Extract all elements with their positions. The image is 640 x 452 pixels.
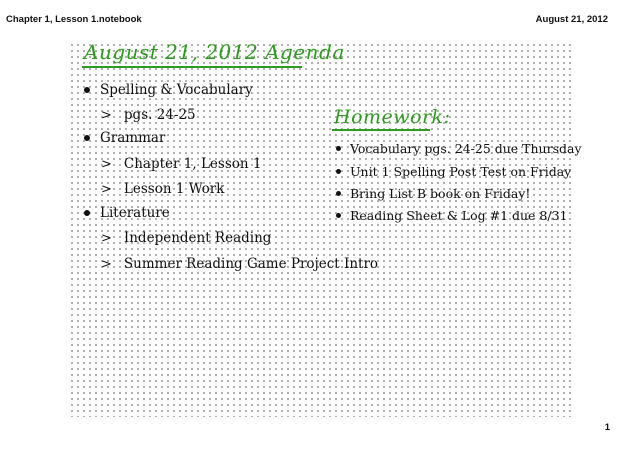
homework-item-label: Bring List B book on Friday! xyxy=(350,186,531,201)
homework-item xyxy=(336,186,530,201)
agenda-subitem-label: Independent Reading xyxy=(123,230,272,246)
bullet-icon xyxy=(336,169,341,174)
sub-arrow-icon: > xyxy=(101,157,112,172)
agenda-item-literature xyxy=(84,205,170,221)
agenda-title-underline xyxy=(82,66,302,68)
notebook-file-name: Chapter 1, Lesson 1.notebook xyxy=(6,14,142,25)
agenda-subitem-label: Lesson 1 Work xyxy=(123,181,225,197)
agenda-subitem-chapter xyxy=(101,156,261,172)
agenda-item-grammar xyxy=(84,130,165,146)
agenda-item-label: Literature xyxy=(100,205,170,221)
homework-item xyxy=(336,141,582,156)
agenda-item-label: Grammar xyxy=(100,130,166,146)
bullet-icon xyxy=(336,146,341,151)
agenda-title: August 21, 2012 Agenda xyxy=(84,40,345,64)
bullet-icon xyxy=(336,213,341,218)
bullet-icon xyxy=(84,87,90,93)
agenda-item-label: Spelling & Vocabulary xyxy=(100,82,253,98)
agenda-subitem-label: Summer Reading Game Project Intro xyxy=(123,256,379,272)
agenda-subitem-summer-reading xyxy=(101,256,378,272)
agenda-subitem-pages xyxy=(101,107,196,123)
sub-arrow-icon: > xyxy=(101,108,112,123)
header-date: August 21, 2012 xyxy=(535,14,608,25)
sub-arrow-icon: > xyxy=(101,231,112,246)
agenda-item-spelling xyxy=(84,82,253,98)
agenda-subitem-independent-reading xyxy=(101,230,271,246)
sub-arrow-icon: > xyxy=(101,182,112,197)
homework-item-label: Vocabulary pgs. 24-25 due Thursday xyxy=(350,141,582,156)
agenda-subitem-label: pgs. 24-25 xyxy=(123,107,196,123)
homework-item-label: Reading Sheet & Log #1 due 8/31 xyxy=(350,208,568,223)
sub-arrow-icon: > xyxy=(101,257,112,272)
page-number: 1 xyxy=(604,422,610,433)
homework-item xyxy=(336,164,571,179)
homework-title: Homework: xyxy=(334,106,451,128)
homework-item-label: Unit 1 Spelling Post Test on Friday xyxy=(350,164,572,179)
homework-title-underline xyxy=(332,129,430,131)
homework-item xyxy=(336,208,568,223)
agenda-subitem-label: Chapter 1, Lesson 1 xyxy=(123,156,262,172)
agenda-subitem-lesson-work xyxy=(101,181,224,197)
bullet-icon xyxy=(336,191,341,196)
bullet-icon xyxy=(84,210,90,216)
bullet-icon xyxy=(84,135,90,141)
